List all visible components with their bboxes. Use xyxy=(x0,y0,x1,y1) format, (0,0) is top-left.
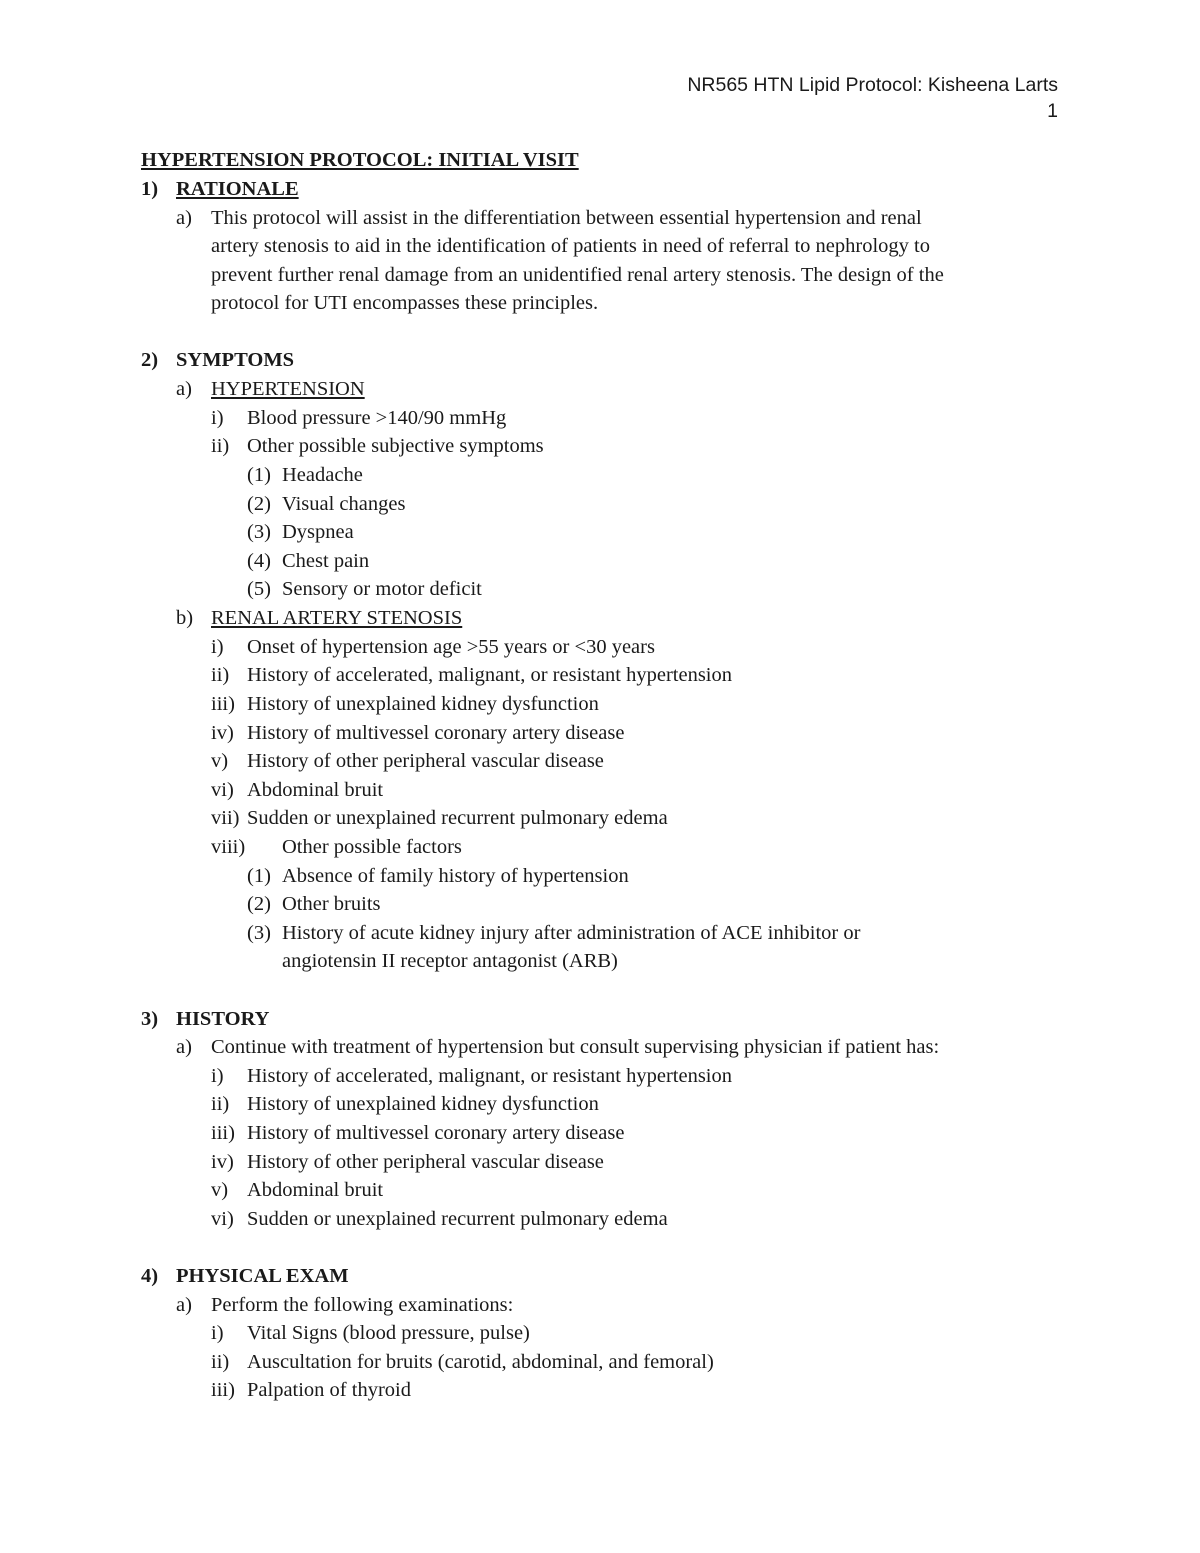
list-item: History of multivessel coronary artery disease xyxy=(247,722,625,744)
list-item: History of accelerated, malignant, or resistant hypertension xyxy=(247,664,733,686)
list-marker: (1) xyxy=(247,464,271,486)
rationale-line-4: protocol for UTI encompasses these principles. xyxy=(211,292,599,314)
list-marker: viii) xyxy=(211,836,246,858)
list-item: Palpation of thyroid xyxy=(247,1379,411,1401)
list-marker: vi) xyxy=(211,779,234,801)
list-marker: iii) xyxy=(211,693,235,715)
list-item: History of other peripheral vascular disease xyxy=(247,1151,604,1173)
list-item: History of accelerated, malignant, or resistant hypertension xyxy=(247,1065,733,1087)
list-item: Abdominal bruit xyxy=(247,1179,384,1201)
hypertension-subheading: HYPERTENSION xyxy=(211,378,365,400)
list-item: Visual changes xyxy=(282,493,406,515)
section-2-number: 2) xyxy=(141,349,159,371)
list-marker: ii) xyxy=(211,1093,230,1115)
list-item: Sensory or motor deficit xyxy=(282,578,482,600)
page-header xyxy=(687,72,1058,124)
list-marker: i) xyxy=(211,407,224,429)
list-marker: i) xyxy=(211,1065,224,1087)
list-marker: (2) xyxy=(247,493,271,515)
list-marker: i) xyxy=(211,1322,224,1344)
list-item: Other possible factors xyxy=(282,836,462,858)
list-marker: ii) xyxy=(211,435,230,457)
list-item: Sudden or unexplained recurrent pulmonary edema xyxy=(247,807,668,829)
section-1-number: 1) xyxy=(141,178,159,200)
list-marker: v) xyxy=(211,1179,229,1201)
history-a-marker: a) xyxy=(176,1036,192,1058)
history-a-text: Continue with treatment of hypertension but consult supervising physician if patient has: xyxy=(211,1036,940,1058)
list-marker: vi) xyxy=(211,1208,234,1230)
section-4-number: 4) xyxy=(141,1265,159,1287)
section-1-title: RATIONALE xyxy=(176,178,299,200)
list-item: Vital Signs (blood pressure, pulse) xyxy=(247,1322,530,1344)
list-marker: i) xyxy=(211,636,224,658)
list-item: Onset of hypertension age >55 years or <30 years xyxy=(247,636,655,658)
list-marker: (3) xyxy=(247,521,271,543)
section-4-title: PHYSICAL EXAM xyxy=(176,1265,349,1287)
symptoms-a-marker: a) xyxy=(176,378,192,400)
section-2-title: SYMPTOMS xyxy=(176,349,295,371)
list-item: Auscultation for bruits (carotid, abdominal, and femoral) xyxy=(247,1351,714,1373)
list-item: Other bruits xyxy=(282,893,381,915)
list-item: Sudden or unexplained recurrent pulmonary edema xyxy=(247,1208,668,1230)
page-number: 1 xyxy=(1047,100,1058,122)
list-item: Chest pain xyxy=(282,550,370,572)
list-item-continuation: angiotensin II receptor antagonist (ARB) xyxy=(282,950,618,972)
exam-a-text: Perform the following examinations: xyxy=(211,1294,514,1316)
header-title: NR565 HTN Lipid Protocol: Kisheena Larts xyxy=(687,74,1058,96)
list-item: History of unexplained kidney dysfunction xyxy=(247,1093,599,1115)
list-item: Absence of family history of hypertension xyxy=(282,865,629,887)
list-item: History of unexplained kidney dysfunction xyxy=(247,693,599,715)
list-marker: (5) xyxy=(247,578,271,600)
exam-a-marker: a) xyxy=(176,1294,192,1316)
list-item: Abdominal bruit xyxy=(247,779,384,801)
list-marker: iii) xyxy=(211,1379,235,1401)
list-item: History of other peripheral vascular disease xyxy=(247,750,604,772)
list-marker: iii) xyxy=(211,1122,235,1144)
list-marker: iv) xyxy=(211,1151,234,1173)
section-3-number: 3) xyxy=(141,1008,159,1030)
list-marker: vii) xyxy=(211,807,240,829)
rationale-line-1: This protocol will assist in the differentiation between essential hypertension and renal xyxy=(211,207,922,229)
renal-artery-stenosis-subheading: RENAL ARTERY STENOSIS xyxy=(211,607,463,629)
list-marker: (4) xyxy=(247,550,271,572)
list-marker: (1) xyxy=(247,865,271,887)
document-title: HYPERTENSION PROTOCOL: INITIAL VISIT xyxy=(141,149,579,171)
list-marker: v) xyxy=(211,750,229,772)
rationale-line-3: prevent further renal damage from an unidentified renal artery stenosis. The design of the xyxy=(211,264,944,286)
symptoms-b-marker: b) xyxy=(176,607,194,629)
list-item: Other possible subjective symptoms xyxy=(247,435,544,457)
section-3-title: HISTORY xyxy=(176,1008,270,1030)
list-marker: (2) xyxy=(247,893,271,915)
list-marker: (3) xyxy=(247,922,271,944)
rationale-line-2: artery stenosis to aid in the identification of patients in need of referral to nephrology to xyxy=(211,235,930,257)
list-item: History of multivessel coronary artery disease xyxy=(247,1122,625,1144)
list-marker: ii) xyxy=(211,664,230,686)
list-item: History of acute kidney injury after administration of ACE inhibitor or xyxy=(282,922,861,944)
rationale-a-marker: a) xyxy=(176,207,192,229)
list-item: Headache xyxy=(282,464,363,486)
list-marker: ii) xyxy=(211,1351,230,1373)
list-item: Dyspnea xyxy=(282,521,354,543)
list-marker: iv) xyxy=(211,722,234,744)
list-item: Blood pressure >140/90 mmHg xyxy=(247,407,507,429)
